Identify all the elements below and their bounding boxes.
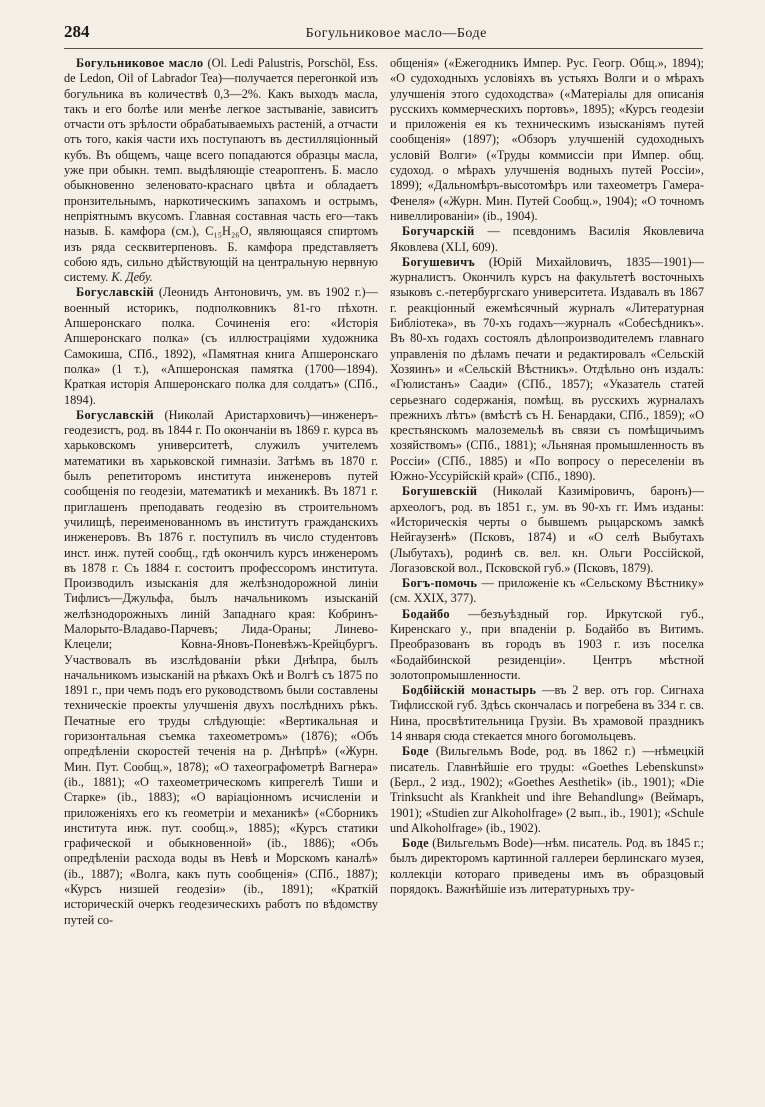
article-body: (Юрій Михайловичъ, 1835—1901)—журналистъ. Окончилъ курсъ на факультетѣ восточныхъ языковъ с.-петербургскаго университета. Издавалъ въ 1867 г. реакціонный ежемѣсячный журналъ «Литературная Библіотека», въ 70-хъ годахъ—журналъ «Собесѣдникъ». Въ 80-хъ годахъ состоялъ дѣлопроизводителемъ главнаго управленія по дѣламъ печати и редактировалъ «Сельскій Хозяинъ» и «Сельскій Вѣстникъ». Отдѣльно онъ издалъ: «Гюлистанъ» Саади» (СПб., 1857); «Указатель статей серьезнаго содержанія, помѣщ. въ русскихъ журналахъ прежнихъ лѣтъ» (вмѣстѣ съ Н. Бенардаки, СПб., 1859); «О крестьянскомъ малоземельѣ въ связи съ помѣщичьимъ хозяйствомъ» (СПб., 1881); «Льняная промышленность въ Россіи» (СПб., 1885) и «По вопросу о переселеніи въ Южно-Уссурійскій край» (СПб., 1890). xyxy=(390,254,704,484)
article-headword: Богуславскій xyxy=(76,407,154,422)
article-body: (Ol. Ledi Palustris, Porschöl, Ess. de Ledon, Oil of Labrador Tea)—получается перегонкой изъ богульника въ количествѣ 0,3—2%. Какъ выходъ масла, такъ и его болѣе или менѣе легкое застываніе, зависитъ отчасти отъ зрѣлости обрабатываемыхъ растеній, а отчасти отъ того, какія части ихъ поступаютъ въ дестилляціонный кубъ. Въ общемъ, чаще всего попадаются образцы масла, уже при обыкн. темп. выдѣляющіе стеароптенъ. Б. масло обыкновенно зеленовато-краснаго цвѣта и обладаетъ пронзительнымъ, наркотическимъ запахомъ и острымъ, непріятнымъ вкусомъ. Главная составная часть его—такъ назыв. Б. камфора (см.), C₁₅H₂₆O, являющаяся спиртомъ изъ ряда сесквитерпеновъ. Б. камфора представляетъ собою ядъ, сильно дѣйствующій на центральную нервную систему. xyxy=(64,56,378,285)
author-signature: К. Дебу. xyxy=(111,270,153,285)
article-headword: Богуславскій xyxy=(76,285,154,300)
article-body: —въ 2 вер. отъ гор. Сигнаха Тифлисской губ. Здѣсь скончалась и погребена въ 334 г. св. Нина, просвѣтительница Грузіи. Въ храмовой праздникъ 14 января сюда стекается много богомольцевъ. xyxy=(390,683,704,744)
article-body: (Николай Аристарховичъ)—инженеръ-геодезистъ, род. въ 1844 г. По окончаніи въ 1869 г. курса въ харьковскомъ университетѣ, служилъ учителемъ математики въ харьковской гимназіи. Затѣмъ въ 1870 г. былъ репетиторомъ института инженеровъ путей сообщенія по геодезіи, математикѣ и механикѣ. Въ 1871 г. приглашенъ преподавать геодезію въ строительномъ училищѣ, переименованномъ въ институтъ гражданскихъ инженеровъ. Въ 1876 г. поступилъ въ число студентовъ инст. инж. путей сообщ., гдѣ окончилъ курсъ инженеромъ въ 1878 г. Съ 1884 г. состоитъ профессоромъ института. Производилъ изысканія для желѣзнодорожной линіи Тифлисъ—Джульфа, былъ начальникомъ изысканій желѣзнодорожныхъ линій Западнаго края: Кобринъ-Малорыто-Владаво-Парчевъ; Лида-Ораны; Линево-Клецели; Ковна-Яновъ-Поневѣжъ-Крейцбургъ. Участвовалъ въ изслѣдованіи рѣки Днѣпра, былъ начальникомъ изысканій на рѣкахъ Окѣ и Волгѣ съ 1875 по 1891 г., при чемъ подъ его руководствомъ были составлены техническіе проекты улучшенія двухъ послѣднихъ рѣкъ. Печатные его труды слѣдующіе: «Вертикальная и горизонтальная съемка тахеометромъ» (1876); «Объ опредѣленіи скоростей теченія на р. Днѣпрѣ» («Журн. Мин. Пут. Сообщ.», 1878); «О тахеографометрѣ Вагнера» (ib., 1881); «О тахеометрическомъ кипрегелѣ Тиши и Старке» (ib., 1883); «О варіаціонномъ исчисленіи и приложеніяхъ его къ геометріи и механикѣ» («Сборникъ института инж. пут. сообщ.», 1885); «Курсъ статики графической и обыкновенной» (ib., 1886); «Объ опредѣленіи расхода воды въ Невѣ и Морскомъ каналѣ» (ib., 1887); «Волга, какъ путь сообщенія» (СПб., 1887); «Курсъ низшей геодезіи» (ib., 1891); «Краткій историческій очеркъ геодезическихъ работъ по вѣдомству путей со- xyxy=(64,407,378,927)
text-columns xyxy=(64,56,704,1103)
article-body: —безъуѣздный гор. Иркутской губ., Киренскаго у., при впаденіи р. Бодайбо въ Витимъ. Преобразованъ въ городъ въ 1903 г. изъ поселка «Бодайбинской резиденціи». Центръ мѣстной золотопромышленности. xyxy=(390,606,704,682)
article-headword: Бодайбо xyxy=(402,606,450,621)
page-number: 284 xyxy=(64,22,90,41)
article-entry xyxy=(390,224,704,255)
article-entry xyxy=(390,576,704,607)
article-headword: Богушевскій xyxy=(402,484,478,499)
article-body: — приложеніе къ «Сельскому Вѣстнику» (см. XXIX, 377). xyxy=(390,576,704,606)
article-body: (Вильгельмъ Bode)—нѣм. писатель. Род. въ 1845 г.; былъ директоромъ картинной галлереи берлинскаго музея, коллекціи котораго приведены имъ въ образцовый порядокъ. Важнѣйшіе изъ литературныхъ тру- xyxy=(390,836,704,897)
article-headword: Богульниковое масло xyxy=(76,56,204,70)
running-title: Богульниковое масло—Боде xyxy=(305,26,487,41)
article-headword: Богучарскій xyxy=(402,224,475,239)
article-body: (Вильгельмъ Bode, род. въ 1862 г.) —нѣмецкій писатель. Главнѣйшіе его труды: «Goethes Lebenskunst» (Берл., 2 изд., 1902); «Goethes Aesthetik» (ib., 1901); «Die Trinksucht als Krankheit und ihre Behandlung» (Веймаръ, 1901); «Studien zur Alkoholfrage» (2 вып., ib., 1901); «Schule und Alkoholfrage» (ib., 1902). xyxy=(390,744,704,835)
article-body: (Леонидъ Антоновичъ, ум. въ 1902 г.)—военный историкъ, подполковникъ 81-го пѣхотн. Апшеронскаго полка. Сочиненія его: «Исторія Апшеронскаго полка» (съ иллюстраціями художника Самокиша, СПб., 1892), «Памятная книга Апшеронскаго полка» (1 т.), «Апшеронская памятка (1700—1894). Краткая исторія Апшеронскаго полка для солдатъ» (СПб., 1894). xyxy=(64,285,378,407)
article-entry xyxy=(390,836,704,897)
article-headword: Богъ-помочь xyxy=(402,576,478,591)
article-entry xyxy=(64,56,378,285)
article-entry xyxy=(64,285,378,407)
page-header xyxy=(64,22,703,48)
article-entry xyxy=(390,683,704,744)
article-entry xyxy=(64,408,378,928)
left-column xyxy=(64,56,378,1103)
article-headword: Богушевичъ xyxy=(402,254,475,269)
article-headword: Боде xyxy=(402,836,429,851)
article-entry xyxy=(390,607,704,683)
article-headword: Бодбійскій монастырь xyxy=(402,683,537,698)
article-entry xyxy=(390,255,704,484)
article-headword: Боде xyxy=(402,744,429,759)
header-rule xyxy=(64,48,703,49)
right-column xyxy=(390,56,704,1103)
article-body: — псевдонимъ Василія Яковлевича Яковлева (XLI, 609). xyxy=(390,224,704,254)
article-entry xyxy=(390,56,704,224)
article-body: общенія» («Ежегодникъ Импер. Рус. Геогр. Общ.», 1894); «О судоходныхъ условіяхъ въ устьяхъ Волги и о мѣрахъ улучшенія этого судоходства» («Матеріалы для описанія русскихъ коммерческихъ портовъ», 1895); «Курсъ геодезіи и приложенія ея къ техническимъ изысканіямъ путей сообщенія» (1897); «Обзоръ улучшеній судоходныхъ условій Волги» («Труды коммиссіи при Импер. общ. судоход. о мѣрахъ улучшенія водныхъ путей Россіи», 1899); «Дальномѣръ-высотомѣръ или тахеометръ Гамера-Фенеля» («Журн. Мин. Путей Сообщ.», 1904); «О точномъ нивеллированіи» (ib., 1904). xyxy=(390,56,704,223)
article-body: (Николай Казиміровичъ, баронъ)—археологъ, род. въ 1851 г., ум. въ 90-хъ гг. Имъ изданы: «Историческія черты о бывшемъ рыцарскомъ замкѣ Нейгаузенѣ» (Псковъ, 1874) и «О селѣ Выбутахъ (Лыбутахъ), родинѣ св. вел. кн. Ольги Россійской, Логазовской вол., Псковской губ.» (Псковъ, 1879). xyxy=(390,484,704,575)
article-entry xyxy=(390,744,704,836)
article-entry xyxy=(390,484,704,576)
